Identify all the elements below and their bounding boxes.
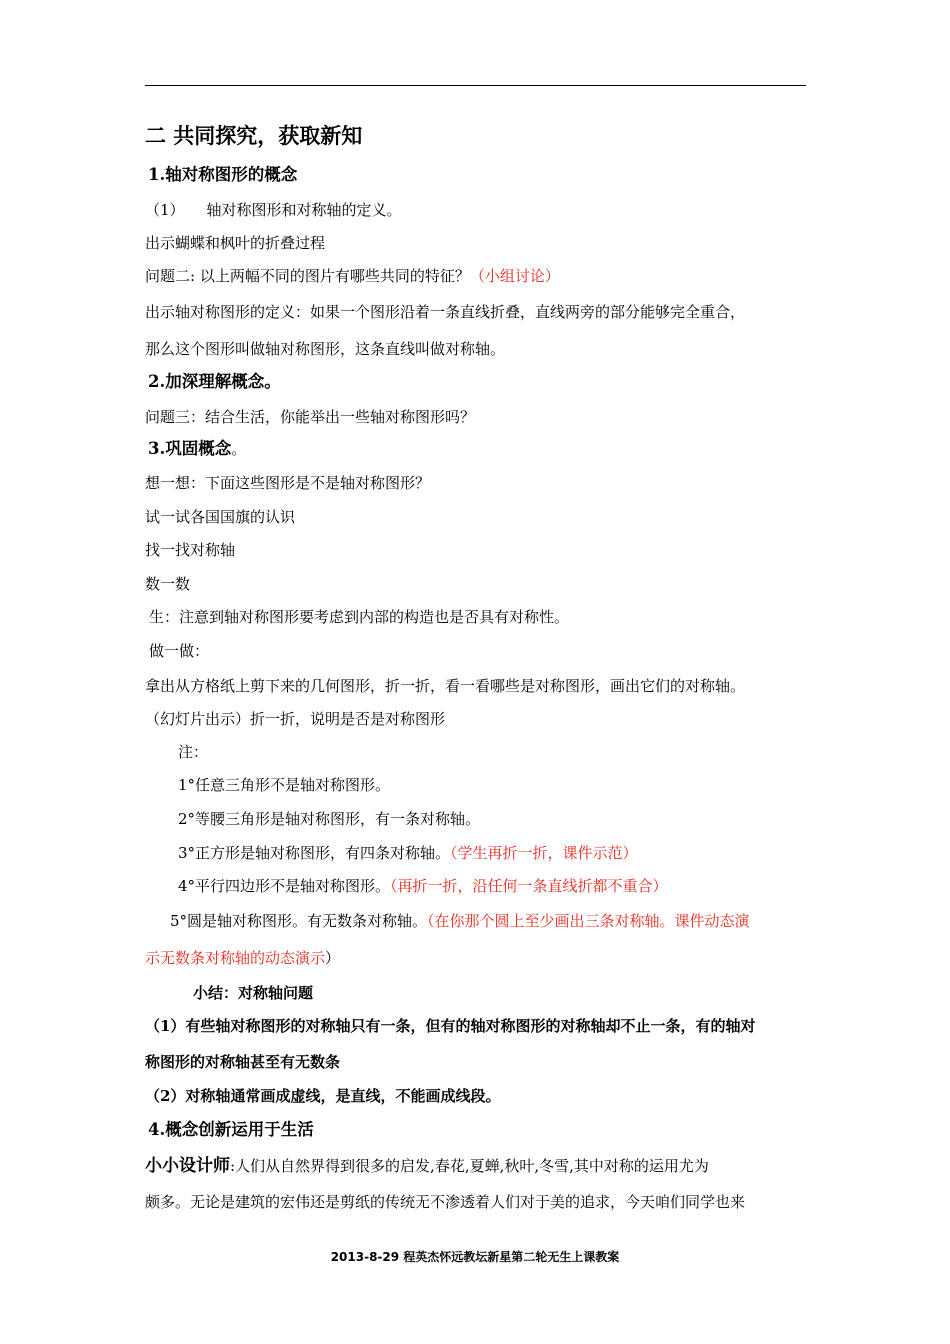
page-footer: 2013-8-29 程英杰怀远教坛新星第二轮无生上课教案 bbox=[330, 1250, 620, 1264]
definition-line-1: 出示轴对称图形的定义：如果一个图形沿着一条直线折叠，直线两旁的部分能够完全重合， bbox=[145, 303, 746, 321]
take-out-line: 拿出从方格纸上剪下来的几何图形，折一折，看一看哪些是对称图形，画出它们的对称轴。 bbox=[145, 677, 746, 695]
question-2-text: 问题二: 以上两幅不同的图片有哪些共同的特征？ bbox=[145, 267, 470, 285]
designer-line-1 bbox=[145, 1156, 709, 1176]
item-1-text: 轴对称图形和对称轴的定义。 bbox=[206, 201, 402, 219]
summary-1-line-2: 称图形的对称轴甚至有无数条 bbox=[145, 1053, 341, 1071]
note-item-5-remark-cont: 示无数条对称轴的动态演示 bbox=[145, 949, 326, 967]
designer-line-2: 颇多。无论是建筑的宏伟还是剪纸的传统无不渗透着人们对于美的追求，今天咱们同学也来 bbox=[145, 1193, 746, 1211]
note-item-1: 1°任意三角形不是轴对称图形。 bbox=[178, 776, 391, 794]
designer-lead: 小小设计师 bbox=[145, 1156, 230, 1176]
note-item-5 bbox=[170, 911, 750, 931]
item-1-number: （1） bbox=[145, 201, 185, 219]
note-item-4-remark: （再折一折，沿任何一条直线折都不重合） bbox=[390, 877, 668, 895]
fold-demo-line: 出示蝴蝶和枫叶的折叠过程 bbox=[145, 234, 326, 252]
summary-title: 小结：对称轴问题 bbox=[193, 984, 314, 1002]
definition-line-2: 那么这个图形叫做轴对称图形，这条直线叫做对称轴。 bbox=[145, 340, 506, 358]
question-2-note: （小组讨论） bbox=[469, 267, 560, 285]
note-item-3 bbox=[178, 843, 638, 863]
do-it-line: 做一做： bbox=[149, 642, 210, 660]
heading-2: 2.加深理解概念。 bbox=[148, 372, 281, 391]
count-line: 数一数 bbox=[145, 575, 191, 593]
note-item-3-text: 3°正方形是轴对称图形，有四条对称轴。 bbox=[178, 844, 451, 862]
think-line: 想一想：下面这些图形是不是轴对称图形？ bbox=[145, 474, 431, 492]
note-item-3-remark: （学生再折一折，课件示范） bbox=[450, 844, 638, 862]
heading-3 bbox=[148, 439, 246, 459]
note-item-4-text: 4°平行四边形不是轴对称图形。 bbox=[178, 877, 391, 895]
note-item-5-remark: （在你那个圆上至少画出三条对称轴。课件动态演 bbox=[427, 912, 750, 930]
heading-1: 1.轴对称图形的概念 bbox=[148, 165, 298, 184]
item-1-line bbox=[145, 200, 402, 220]
question-3-line: 问题三：结合生活，你能举出一些轴对称图形吗？ bbox=[145, 408, 476, 426]
heading-4: 4.概念创新运用于生活 bbox=[148, 1120, 314, 1139]
designer-line-1-rest: :人们从自然界得到很多的启发,春花,夏蝉,秋叶,冬雪,其中对称的运用尤为 bbox=[230, 1157, 709, 1175]
summary-1-line-1: （1）有些轴对称图形的对称轴只有一条，但有的轴对称图形的对称轴却不止一条，有的轴对 bbox=[145, 1017, 756, 1035]
question-2-line bbox=[145, 266, 560, 286]
section-title: 二 共同探究，获取新知 bbox=[145, 123, 363, 148]
note-item-5-cont bbox=[145, 948, 340, 968]
note-item-2: 2°等腰三角形是轴对称图形，有一条对称轴。 bbox=[178, 810, 481, 828]
find-axis-line: 找一找对称轴 bbox=[145, 541, 236, 559]
heading-3-text: 3.巩固概念 bbox=[148, 439, 232, 458]
summary-2-line: （2）对称轴通常画成虚线，是直线，不能画成线段。 bbox=[145, 1087, 501, 1105]
heading-3-tail: 。 bbox=[231, 440, 247, 458]
header-rule bbox=[145, 85, 806, 86]
note-item-4 bbox=[178, 876, 668, 896]
note-item-5-text: 5°圆是轴对称图形。有无数条对称轴。 bbox=[170, 912, 428, 930]
note-label: 注： bbox=[178, 743, 209, 761]
note-item-5-close: ） bbox=[325, 949, 341, 967]
student-note-line: 生：注意到轴对称图形要考虑到内部的构造也是否具有对称性。 bbox=[149, 608, 570, 626]
slides-line: （幻灯片出示）折一折，说明是否是对称图形 bbox=[145, 710, 446, 728]
flags-line: 试一试各国国旗的认识 bbox=[145, 508, 296, 526]
